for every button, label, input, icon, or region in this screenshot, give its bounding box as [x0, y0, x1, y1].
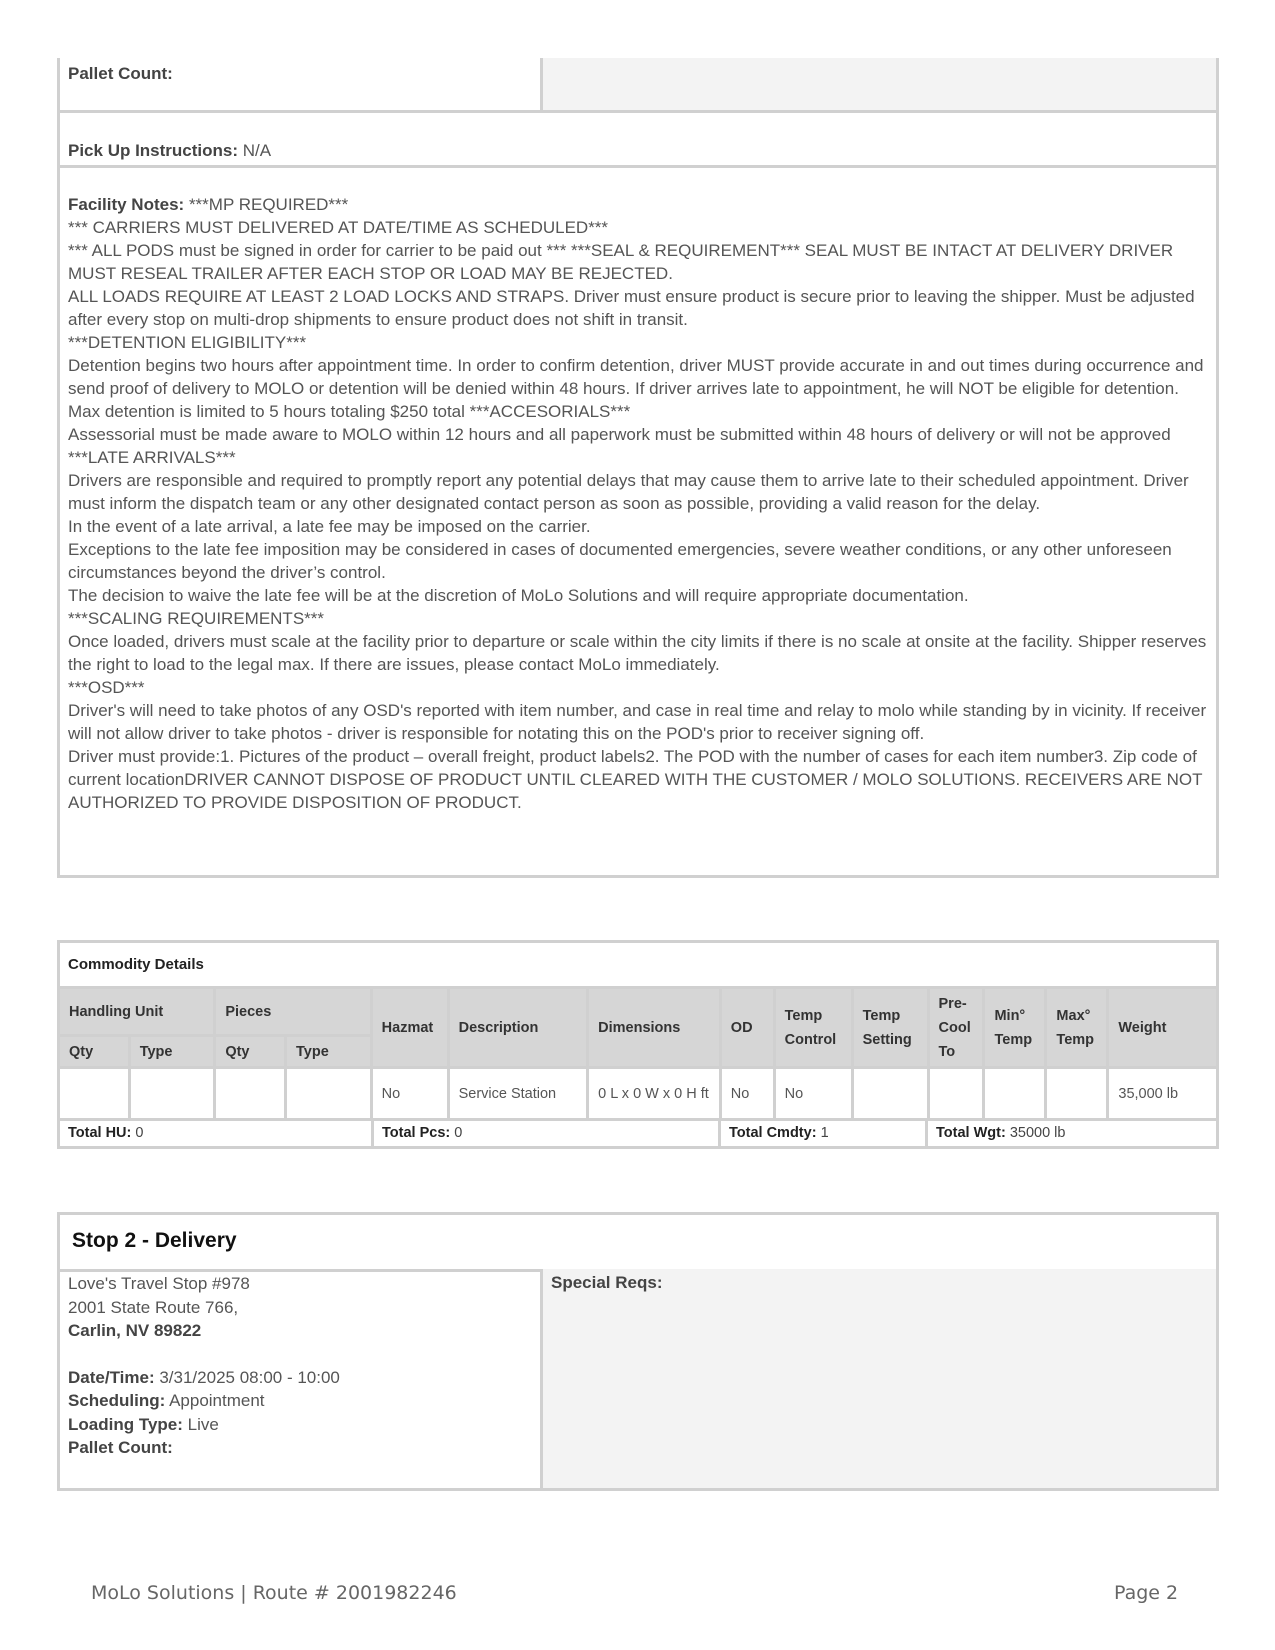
pickup-instructions: [68, 139, 271, 162]
total-hu: [57, 1118, 374, 1149]
facility-note-line: Drivers are responsible and required to promptly report any potential delays that may cause them to arrive late to their scheduled appointment. Driver must inform the dispatch team or any other designated contact person as soon as possible, providing a valid reason for the delay.: [68, 471, 1189, 513]
stop2-pallet-count-label: Pallet Count:: [68, 1438, 173, 1457]
stop2-loading: [68, 1413, 532, 1437]
facility-note-line: ***DETENTION ELIGIBILITY***: [68, 333, 307, 352]
temp-setting-cell: [852, 1068, 928, 1120]
facility-note-line: Driver must provide:1. Pictures of the product – overall freight, product labels2. The POD with the number of cases for each item number3. Zip code of current locationDRIVER CANNOT DISPOSE OF PRODUCT UNTIL CLEARED WITH THE CUSTOMER / MOLO SOLUTIONS. RECEIVERS ARE NOT AUTHORIZED TO PROVIDE DISPOSITION OF PRODUCT.: [68, 747, 1203, 812]
commodity-title: Commodity Details: [68, 956, 204, 973]
total-wgt-label: Total Wgt:: [936, 1125, 1006, 1141]
total-pcs: [371, 1118, 721, 1149]
total-hu-label: Total HU:: [68, 1125, 132, 1141]
commodity-title-bar: [57, 940, 1219, 989]
od-header: OD: [720, 988, 774, 1068]
facility-note-line: In the event of a late arrival, a late fee may be imposed on the carrier.: [68, 517, 591, 536]
footer-route: MoLo Solutions | Route # 2001982246: [91, 1582, 457, 1604]
pieces-header: Pieces: [215, 988, 371, 1036]
hazmat-header: Hazmat: [371, 988, 448, 1068]
facility-notes-heading: [68, 193, 1211, 216]
hu-type-cell: [129, 1068, 215, 1120]
temp-control-cell: No: [774, 1068, 852, 1120]
facility-note-line: Once loaded, drivers must scale at the facility prior to departure or scale within the city limits if there is no scale at onsite at the facility. Shipper reserves the right to load to the legal max. If there are issues, please contact MoLo immediately.: [68, 632, 1207, 674]
pc-type-cell: [286, 1068, 372, 1120]
facility-note-line: *** ALL PODS must be signed in order for carrier to be paid out *** ***SEAL & REQUIREMENT*** SEAL MUST BE INTACT AT DELIVERY DRIVER MUST RESEAL TRAILER AFTER EACH STOP OR LOAD MAY BE REJECTED.: [68, 241, 1174, 283]
hu-type-header: Type: [129, 1036, 215, 1068]
description-header: Description: [448, 988, 588, 1068]
min-temp-cell: [984, 1068, 1046, 1120]
facility-note-line: ALL LOADS REQUIRE AT LEAST 2 LOAD LOCKS AND STRAPS. Driver must ensure product is secure prior to leaving the shipper. Must be adjusted after every stop on multi-drop shipments to ensure product does not shift in transit.: [68, 287, 1195, 329]
stop2-address: 2001 State Route 766,: [68, 1297, 239, 1317]
pc-qty-cell: [215, 1068, 286, 1120]
commodity-details: [57, 940, 1219, 1149]
facility-note-line: Driver's will need to take photos of any OSD's reported with item number, and case in real time and relay to molo while standing by in vicinity. If receiver will not allow driver to take photos - driver is responsible for notating this on the POD's prior to receiver signing off.: [68, 701, 1207, 743]
commodity-table: [57, 986, 1219, 1121]
total-wgt-value: 35000 lb: [1009, 1125, 1066, 1141]
facility-note-line: The decision to waive the late fee will be at the discretion of MoLo Solutions and will require appropriate documentation.: [68, 586, 969, 605]
special-reqs-label: Special Reqs:: [551, 1273, 663, 1292]
datetime-label: Date/Time:: [68, 1367, 155, 1387]
total-hu-value: 0: [135, 1125, 144, 1141]
facility-note-line: Assessorial must be made aware to MOLO within 12 hours and all paperwork must be submitted within 48 hours of delivery or will not be approved ***LATE ARRIVALS***: [68, 425, 1171, 467]
od-cell: No: [720, 1068, 774, 1120]
pickup-instructions-label: Pick Up Instructions:: [68, 141, 239, 160]
total-wgt: [925, 1118, 1219, 1149]
hu-qty-cell: [59, 1068, 130, 1120]
facility-note-line: Detention begins two hours after appointment time. In order to confirm detention, driver MUST provide accurate in and out times during occurrence and send proof of delivery to MOLO or detention will be denied within 48 hours. If driver arrives late to appointment, he will NOT be eligible for detention. Max detention is limited to 5 hours totaling $250 total ***ACCESORIALS***: [68, 356, 1204, 421]
pallet-count-row: [57, 58, 1219, 113]
stop2-city: Carlin, NV 89822: [68, 1321, 202, 1340]
hazmat-cell: No: [371, 1068, 448, 1120]
max-temp-cell: [1046, 1068, 1108, 1120]
hu-qty-header: Qty: [59, 1036, 130, 1068]
pallet-count-label: Pallet Count:: [68, 64, 173, 83]
stop2-datetime: [68, 1366, 532, 1390]
handling-unit-header: Handling Unit: [59, 988, 215, 1036]
total-cmdty-value: 1: [820, 1125, 829, 1141]
min-temp-header: Min° Temp: [984, 988, 1046, 1068]
temp-setting-header: Temp Setting: [852, 988, 928, 1068]
stop2-name: Love's Travel Stop #978: [68, 1274, 250, 1293]
pc-type-header: Type: [286, 1036, 372, 1068]
datetime-value: 3/31/2025 08:00 - 10:00: [159, 1367, 340, 1387]
facility-note-line: *** CARRIERS MUST DELIVERED AT DATE/TIME AS SCHEDULED***: [68, 218, 609, 237]
facility-note-line: ***SCALING REQUIREMENTS***: [68, 609, 325, 628]
weight-header: Weight: [1108, 988, 1218, 1068]
scheduling-value: Appointment: [169, 1391, 265, 1410]
stop2-scheduling: [68, 1389, 532, 1413]
scheduling-label: Scheduling:: [68, 1391, 166, 1410]
pickup-instructions-value: N/A: [242, 141, 272, 160]
dimensions-header: Dimensions: [588, 988, 721, 1068]
total-pcs-label: Total Pcs:: [382, 1125, 451, 1141]
facility-notes-box: [57, 165, 1219, 878]
pickup-instructions-row: [57, 110, 1219, 168]
facility-notes-first: ***MP REQUIRED***: [188, 195, 349, 214]
stop2-details: [60, 1269, 543, 1488]
total-cmdty: [718, 1118, 928, 1149]
total-cmdty-label: Total Cmdty:: [729, 1125, 817, 1141]
max-temp-header: Max° Temp: [1046, 988, 1108, 1068]
temp-control-header: Temp Control: [774, 988, 852, 1068]
loading-value: Live: [187, 1414, 219, 1434]
commodity-totals: [57, 1118, 1219, 1149]
pallet-count-value-cell: [543, 58, 1216, 110]
table-row: [59, 1068, 1218, 1120]
pre-cool-header: Pre-Cool To: [928, 988, 984, 1068]
stop2-body: [57, 1269, 1219, 1491]
weight-cell: 35,000 lb: [1108, 1068, 1218, 1120]
description-cell: Service Station: [448, 1068, 588, 1120]
facility-notes-label: Facility Notes:: [68, 195, 185, 214]
facility-note-line: ***OSD***: [68, 678, 145, 697]
stop2-title: Stop 2 - Delivery: [72, 1229, 237, 1252]
total-pcs-value: 0: [454, 1125, 463, 1141]
stop2-header: [57, 1212, 1219, 1272]
facility-notes-body: [68, 216, 1211, 814]
footer-page-number: Page 2: [1114, 1582, 1179, 1604]
pre-cool-cell: [928, 1068, 984, 1120]
dimensions-cell: 0 L x 0 W x 0 H ft: [588, 1068, 721, 1120]
pc-qty-header: Qty: [215, 1036, 286, 1068]
loading-label: Loading Type:: [68, 1414, 183, 1434]
pallet-count-cell: [60, 58, 543, 110]
facility-note-line: Exceptions to the late fee imposition may be considered in cases of documented emergencies, severe weather conditions, or any other unforeseen circumstances beyond the driver’s control.: [68, 540, 1172, 582]
special-reqs-cell: [543, 1269, 1216, 1488]
